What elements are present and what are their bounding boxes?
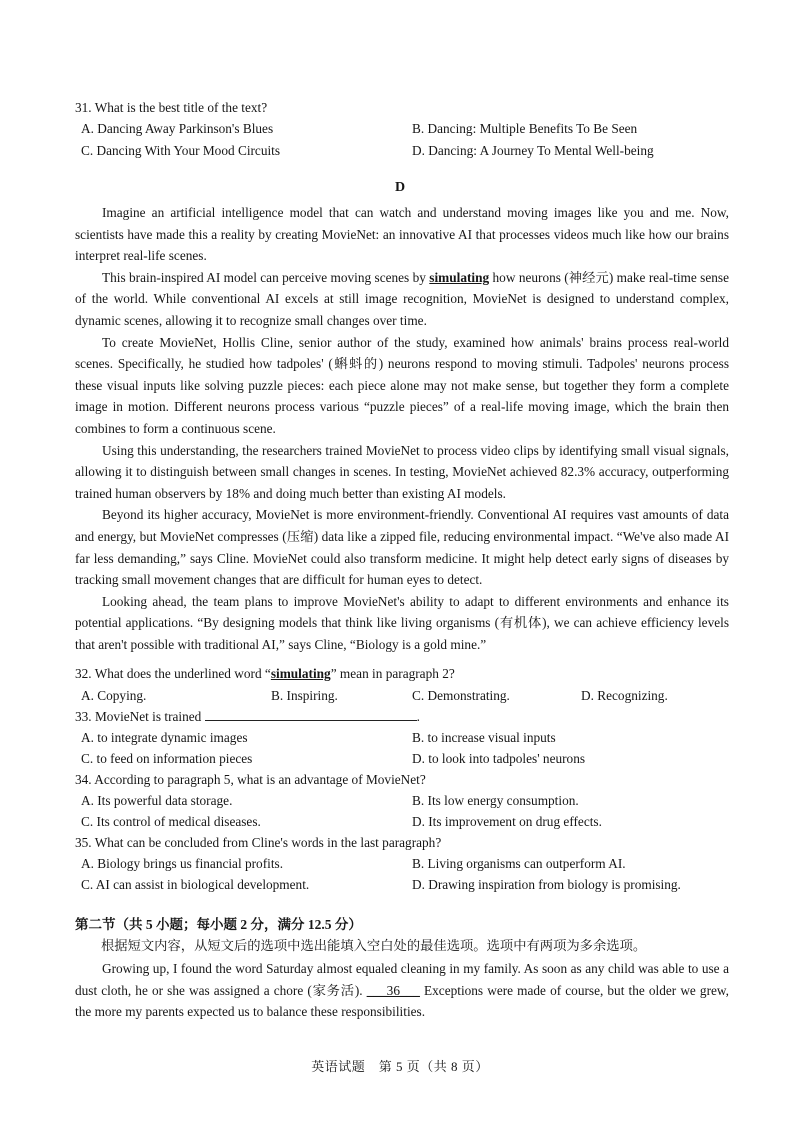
q34-option-c[interactable]: C. Its control of medical diseases. <box>81 814 261 829</box>
reading-passage-d <box>75 202 729 655</box>
q33-option-a[interactable]: A. to integrate dynamic images <box>81 730 248 745</box>
question-35-stem: 35. What can be concluded from Cline's words in the last paragraph? <box>75 835 442 850</box>
section-2-title: 第二节（共 5 小题；每小题 2 分，满分 12.5 分） <box>75 917 362 932</box>
paragraph-5: Beyond its higher accuracy, MovieNet is more environment-friendly. Conventional AI requires vast amounts of data and energy, but MovieNet compresses (压缩) data like a zipped file, reducing environmental impact. “We've also made AI far less demanding,” says Cline. MovieNet could also transform medicine. It might help detect early signs of diseases by tracking small movement changes that are difficult for human eyes to detect. <box>75 507 729 588</box>
q32-stem-after: ” mean in paragraph 2? <box>330 666 455 681</box>
q32-option-a[interactable]: A. Copying. <box>81 688 147 703</box>
q32-stem-before: 32. What does the underlined word “ <box>75 666 271 681</box>
question-32-stem <box>75 663 755 684</box>
paragraph-2 <box>75 267 729 332</box>
section-2-instruction: 根据短文内容，从短文后的选项中选出能填入空白处的最佳选项。选项中有两项为多余选项。 <box>101 938 647 953</box>
paragraph-6: Looking ahead, the team plans to improve MovieNet's ability to adapt to different environments and enhance its potential applications. “By designing models that think like living organisms (有机体), we can achieve efficiency levels that aren't possible with traditional AI,” says Cline, “Biology is a gold mine.” <box>75 593 729 652</box>
cloze-paragraph-1 <box>75 958 729 1023</box>
q32-option-c[interactable]: C. Demonstrating. <box>412 688 510 703</box>
cloze-text-after: Exceptions were made of course, but the older we grew, the more my parents expected us to balance these responsibilities. <box>75 982 729 1020</box>
q35-option-a[interactable]: A. Biology brings us financial profits. <box>81 856 284 871</box>
cloze-text-before: Growing up, I found the word Saturday almost equaled cleaning in my family. As soon as any child was able to use a dust cloth, he or she was assigned a chore (家务活). <box>75 961 729 998</box>
q33-stem-end: . <box>416 709 420 724</box>
answer-blank-line <box>205 708 417 721</box>
q33-option-d[interactable]: D. to look into tadpoles' neurons <box>412 751 586 766</box>
q34-option-d[interactable]: D. Its improvement on drug effects. <box>412 814 602 829</box>
paragraph-1: Imagine an artificial intelligence model that can watch and understand moving images like you and me. Now, scientists have made this a reality by creating MovieNet: an innovative AI that processes videos much like how our brains interpret real-life scenes. <box>75 205 729 264</box>
q31-option-c[interactable]: C. Dancing With Your Mood Circuits <box>81 143 281 158</box>
paragraph-4: Using this understanding, the researchers trained MovieNet to process video clips by identifying small visual signals, allowing it to distinguish between small changes in scenes. In testing, MovieNet achieved 82.3% accuracy, outperforming trained human observers by 18% and doing much better than existing AI models. <box>75 442 729 501</box>
page-footer: 英语试题 第 5 页（共 8 页） <box>311 1059 489 1074</box>
q32-option-d[interactable]: D. Recognizing. <box>581 688 668 703</box>
q35-option-c[interactable]: C. AI can assist in biological development. <box>81 877 310 892</box>
underlined-word: simulating <box>429 269 490 285</box>
q35-option-d[interactable]: D. Drawing inspiration from biology is promising. <box>412 877 681 892</box>
q31-option-a[interactable]: A. Dancing Away Parkinson's Blues <box>81 121 274 136</box>
question-31-stem: 31. What is the best title of the text? <box>75 100 268 115</box>
passage-heading: D <box>394 180 406 195</box>
q33-option-c[interactable]: C. to feed on information pieces <box>81 751 253 766</box>
blank-36[interactable]: ___36___ <box>366 982 420 998</box>
q31-option-d[interactable]: D. Dancing: A Journey To Mental Well-being <box>412 143 654 158</box>
q35-option-b[interactable]: B. Living organisms can outperform AI. <box>412 856 626 871</box>
paragraph-3: To create MovieNet, Hollis Cline, senior author of the study, examined how animals' brains process real-world scenes. Specifically, he studied how tadpoles' (蝌蚪的) neurons respond to moving stimuli. Tadpoles' neurons process these visual inputs like solving puzzle pieces: each piece alone may not make sense, but together they form a complete image in motion. Different neurons process various “puzzle pieces” of a real-life moving image, which the brain then combines to form a continuous scene. <box>75 334 729 436</box>
q31-option-b[interactable]: B. Dancing: Multiple Benefits To Be Seen <box>412 121 638 136</box>
q32-option-b[interactable]: B. Inspiring. <box>271 688 338 703</box>
q32-keyword: simulating <box>270 666 331 681</box>
paragraph-2-after: how neurons (神经元) make real-time sense of the world. While conventional AI excels at still image recognition, MovieNet is designed to understand complex, dynamic scenes, allowing it to recognize small changes over time. <box>75 269 729 328</box>
q34-option-b[interactable]: B. Its low energy consumption. <box>412 793 579 808</box>
q33-stem-text: 33. MovieNet is trained <box>75 709 202 724</box>
question-33-stem <box>75 706 755 727</box>
paragraph-2-before: This brain-inspired AI model can perceive moving scenes by <box>102 269 430 285</box>
cloze-passage <box>75 958 729 1023</box>
question-34-stem: 34. According to paragraph 5, what is an advantage of MovieNet? <box>75 772 426 787</box>
q34-option-a[interactable]: A. Its powerful data storage. <box>81 793 233 808</box>
q33-option-b[interactable]: B. to increase visual inputs <box>412 730 556 745</box>
